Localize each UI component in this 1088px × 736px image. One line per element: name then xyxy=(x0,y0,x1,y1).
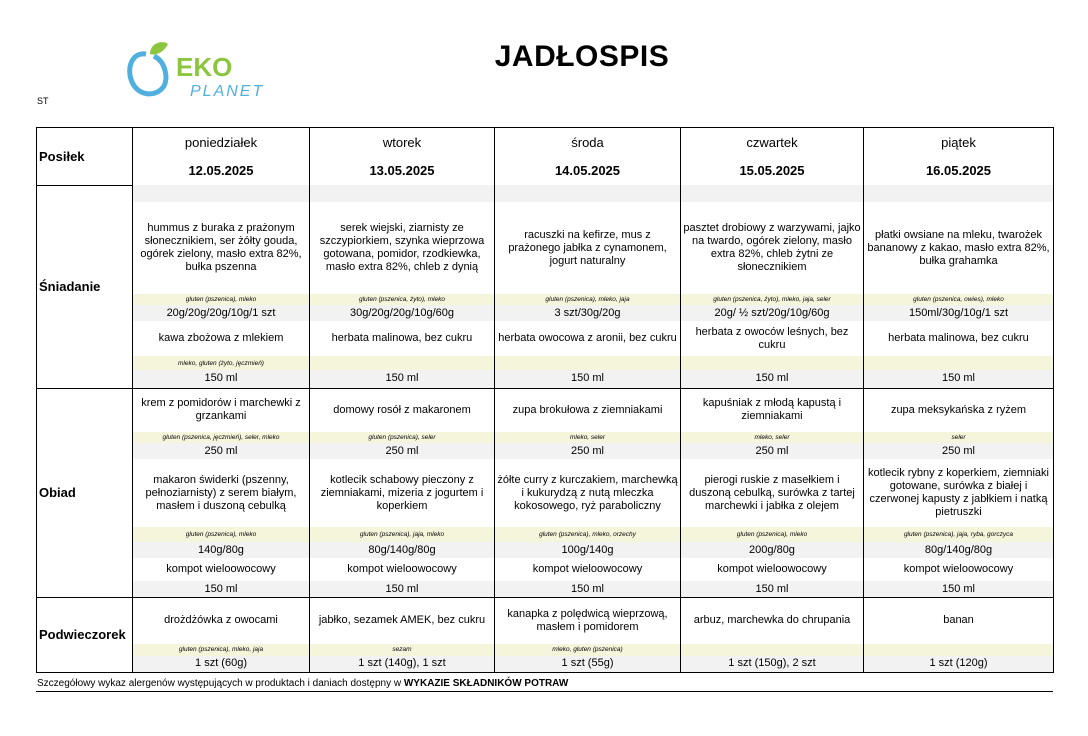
spacer-cell xyxy=(681,185,864,202)
day-name: piątek xyxy=(864,128,1054,157)
lunch-main-allergens-cell: gluten (pszenica), mleko, orzechy xyxy=(495,527,681,542)
lunch-soup-allergens-cell: mleko, seler xyxy=(681,432,864,443)
snack-dish-cell: arbuz, marchewka do chrupania xyxy=(681,598,864,644)
breakfast-drink-cell: herbata malinowa, bez cukru xyxy=(310,321,495,356)
lunch-soup-qty-cell: 250 ml xyxy=(495,443,681,459)
breakfast-dish-cell: racuszki na kefirze, mus z prażonego jabłka z cynamonem, jogurt naturalny xyxy=(495,202,681,294)
meal-label: Śniadanie xyxy=(37,185,133,388)
breakfast-drink-cell: kawa zbożowa z mlekiem xyxy=(133,321,310,356)
breakfast-drink-qty-cell: 150 ml xyxy=(310,370,495,388)
day-date: 15.05.2025 xyxy=(681,156,864,185)
breakfast-dish-allergens-cell: gluten (pszenica), mleko, jaja xyxy=(495,294,681,305)
lunch-soup-cell: zupa meksykańska z ryżem xyxy=(864,388,1054,432)
spacer-cell xyxy=(310,185,495,202)
lunch-soup-qty-cell: 250 ml xyxy=(133,443,310,459)
lunch-main-cell: pierogi ruskie z masełkiem i duszoną cebulką, surówka z tartej marchewki i jabłka z olejem xyxy=(681,459,864,527)
lunch-drink-cell: kompot wieloowocowy xyxy=(495,558,681,581)
breakfast-dish-allergens-cell: gluten (pszenica, żyto), mleko, jaja, seler xyxy=(681,294,864,305)
lunch-main-cell: kotlecik rybny z koperkiem, ziemniaki gotowane, surówka z białej i czerwonej kapusty z jabłkiem i natką pietruszki xyxy=(864,459,1054,527)
snack-dish-cell: kanapka z polędwicą wieprzową, masłem i pomidorem xyxy=(495,598,681,644)
lunch-drink-cell: kompot wieloowocowy xyxy=(133,558,310,581)
lunch-drink-qty-cell: 150 ml xyxy=(864,581,1054,598)
lunch-drink-cell: kompot wieloowocowy xyxy=(310,558,495,581)
lunch-drink-qty-cell: 150 ml xyxy=(133,581,310,598)
lunch-main-qty-cell: 140g/80g xyxy=(133,542,310,558)
meal-label: Obiad xyxy=(37,388,133,598)
day-date: 13.05.2025 xyxy=(310,156,495,185)
breakfast-dish-allergens-cell: gluten (pszenica, owies), mleko xyxy=(864,294,1054,305)
breakfast-drink-qty-cell: 150 ml xyxy=(133,370,310,388)
breakfast-dish-cell: pasztet drobiowy z warzywami, jajko na twardo, ogórek zielony, masło extra 82%, chleb żytni ze słonecznikiem xyxy=(681,202,864,294)
breakfast-dish-qty-cell: 150ml/30g/10g/1 szt xyxy=(864,305,1054,321)
footer-divider xyxy=(36,691,1053,692)
lunch-main-qty-cell: 200g/80g xyxy=(681,542,864,558)
lunch-soup-allergens-cell: gluten (pszenica, jęczmień), seler, mleko xyxy=(133,432,310,443)
day-name: wtorek xyxy=(310,128,495,157)
lunch-main-qty-cell: 80g/140g/80g xyxy=(864,542,1054,558)
lunch-main-cell: kotlecik schabowy pieczony z ziemniakami, mizeria z jogurtem i koperkiem xyxy=(310,459,495,527)
snack-dish-allergens-cell: sezam xyxy=(310,644,495,656)
lunch-soup-allergens-cell: seler xyxy=(864,432,1054,443)
spacer-cell xyxy=(864,185,1054,202)
day-date: 14.05.2025 xyxy=(495,156,681,185)
breakfast-drink-allergens-cell xyxy=(310,356,495,370)
breakfast-dish-cell: płatki owsiane na mleku, twarożek bananowy z kakao, masło extra 82%, bułka grahamka xyxy=(864,202,1054,294)
allergen-footnote xyxy=(37,678,568,689)
breakfast-dish-qty-cell: 20g/20g/20g/10g/1 szt xyxy=(133,305,310,321)
lunch-drink-cell: kompot wieloowocowy xyxy=(681,558,864,581)
breakfast-drink-cell: herbata malinowa, bez cukru xyxy=(864,321,1054,356)
code-label: ST xyxy=(37,96,49,106)
breakfast-drink-cell: herbata z owoców leśnych, bez cukru xyxy=(681,321,864,356)
breakfast-dish-cell: hummus z buraka z prażonym słonecznikiem, ser żółty gouda, ogórek zielony, masło extra 82%, bułka pszenna xyxy=(133,202,310,294)
breakfast-drink-qty-cell: 150 ml xyxy=(495,370,681,388)
snack-dish-qty-cell: 1 szt (150g), 2 szt xyxy=(681,656,864,673)
spacer-cell xyxy=(133,185,310,202)
breakfast-drink-cell: herbata owocowa z aronii, bez cukru xyxy=(495,321,681,356)
lunch-main-qty-cell: 80g/140g/80g xyxy=(310,542,495,558)
lunch-soup-qty-cell: 250 ml xyxy=(310,443,495,459)
breakfast-drink-allergens-cell xyxy=(864,356,1054,370)
snack-dish-qty-cell: 1 szt (55g) xyxy=(495,656,681,673)
breakfast-drink-allergens-cell xyxy=(681,356,864,370)
logo-eko: EKO xyxy=(176,52,233,82)
lunch-main-allergens-cell: gluten (pszenica), mleko xyxy=(133,527,310,542)
snack-dish-qty-cell: 1 szt (120g) xyxy=(864,656,1054,673)
footnote-text: Szczegółowy wykaz alergenów występujących w produktach i daniach dostępny w xyxy=(37,678,404,689)
breakfast-drink-allergens-cell: mleko, gluten (żyto, jęczmień) xyxy=(133,356,310,370)
lunch-main-allergens-cell: gluten (pszenica), mleko xyxy=(681,527,864,542)
snack-dish-allergens-cell xyxy=(864,644,1054,656)
snack-dish-cell: drożdżówka z owocami xyxy=(133,598,310,644)
footnote-link-text: WYKAZIE SKŁADNIKÓW POTRAW xyxy=(403,678,569,689)
lunch-soup-qty-cell: 250 ml xyxy=(864,443,1054,459)
snack-dish-cell: banan xyxy=(864,598,1054,644)
spacer-cell xyxy=(495,185,681,202)
lunch-drink-qty-cell: 150 ml xyxy=(681,581,864,598)
lunch-main-qty-cell: 100g/140g xyxy=(495,542,681,558)
breakfast-dish-allergens-cell: gluten (pszenica), mleko xyxy=(133,294,310,305)
page-title: JADŁOSPIS xyxy=(494,40,670,73)
breakfast-drink-allergens-cell xyxy=(495,356,681,370)
breakfast-dish-cell: serek wiejski, ziarnisty ze szczypiorkiem, szynka wieprzowa gotowana, pomidor, rzodkiewka, masło extra 82%, chleb z dynią xyxy=(310,202,495,294)
day-name: środa xyxy=(495,128,681,157)
meal-header: Posiłek xyxy=(37,128,133,186)
lunch-drink-qty-cell: 150 ml xyxy=(495,581,681,598)
lunch-soup-allergens-cell: gluten (pszenica), seler xyxy=(310,432,495,443)
day-date: 12.05.2025 xyxy=(133,156,310,185)
lunch-drink-qty-cell: 150 ml xyxy=(310,581,495,598)
lunch-soup-cell: domowy rosół z makaronem xyxy=(310,388,495,432)
breakfast-dish-qty-cell: 3 szt/30g/20g xyxy=(495,305,681,321)
snack-dish-qty-cell: 1 szt (140g), 1 szt xyxy=(310,656,495,673)
lunch-soup-cell: krem z pomidorów i marchewki z grzankami xyxy=(133,388,310,432)
meal-label: Podwieczorek xyxy=(37,598,133,673)
snack-dish-allergens-cell: gluten (pszenica), mleko, jaja xyxy=(133,644,310,656)
snack-dish-allergens-cell xyxy=(681,644,864,656)
lunch-soup-qty-cell: 250 ml xyxy=(681,443,864,459)
breakfast-dish-qty-cell: 30g/20g/20g/10g/60g xyxy=(310,305,495,321)
snack-dish-allergens-cell: mleko, gluten (pszenica) xyxy=(495,644,681,656)
day-date: 16.05.2025 xyxy=(864,156,1054,185)
lunch-main-allergens-cell: gluten (pszenica), jaja, ryba, gorczyca xyxy=(864,527,1054,542)
lunch-soup-cell: kapuśniak z młodą kapustą i ziemniakami xyxy=(681,388,864,432)
day-name: poniedziałek xyxy=(133,128,310,157)
breakfast-drink-qty-cell: 150 ml xyxy=(864,370,1054,388)
logo-planet: PLANET xyxy=(190,83,265,100)
lunch-main-allergens-cell: gluten (pszenica), jaja, mleko xyxy=(310,527,495,542)
lunch-soup-cell: zupa brokułowa z ziemniakami xyxy=(495,388,681,432)
menu-table xyxy=(36,127,1054,673)
snack-dish-cell: jabłko, sezamek AMEK, bez cukru xyxy=(310,598,495,644)
day-name: czwartek xyxy=(681,128,864,157)
lunch-drink-cell: kompot wieloowocowy xyxy=(864,558,1054,581)
breakfast-dish-allergens-cell: gluten (pszenica, żyto), mleko xyxy=(310,294,495,305)
lunch-main-cell: żółte curry z kurczakiem, marchewką i kukurydzą z nutą mleczka kokosowego, ryż paraboliczny xyxy=(495,459,681,527)
lunch-main-cell: makaron świderki (pszenny, pełnoziarnisty) z serem białym, masłem i duszoną cebulką xyxy=(133,459,310,527)
breakfast-drink-qty-cell: 150 ml xyxy=(681,370,864,388)
snack-dish-qty-cell: 1 szt (60g) xyxy=(133,656,310,673)
lunch-soup-allergens-cell: mleko, seler xyxy=(495,432,681,443)
breakfast-dish-qty-cell: 20g/ ½ szt/20g/10g/60g xyxy=(681,305,864,321)
